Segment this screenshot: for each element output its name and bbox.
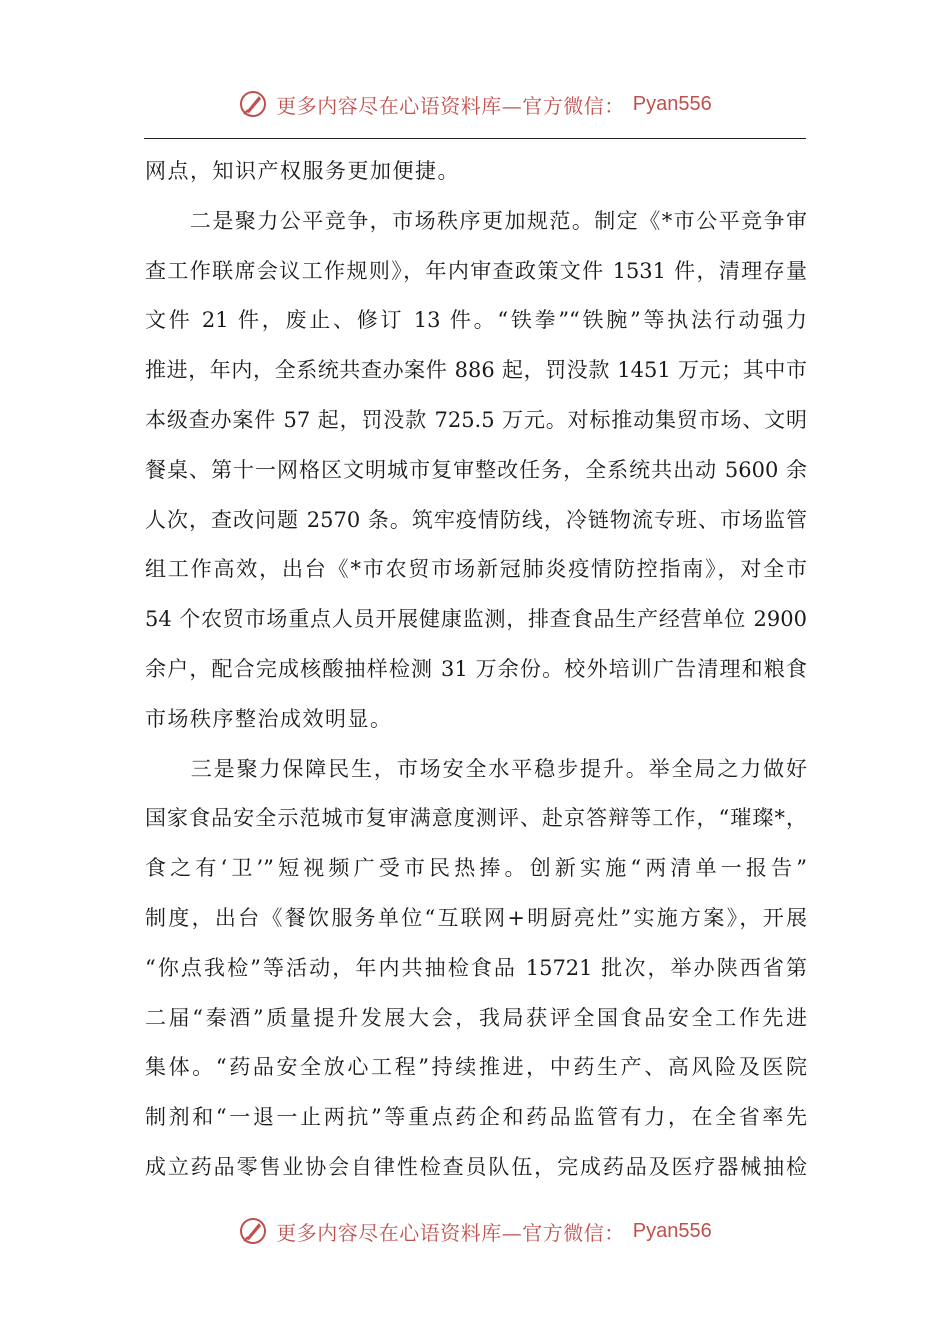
text-line: 54 个农贸市场重点人员开展健康监测，排查食品生产经营单位 2900	[145, 607, 807, 632]
text-line: 成立药品零售业协会自律性检查员队伍，完成药品及医疗器械抽检	[145, 1154, 807, 1179]
footer-watermark	[0, 1211, 950, 1251]
text-line: 二是聚力公平竞争，市场秩序更加规范。制定《*市公平竞争审	[145, 208, 807, 233]
text-line: 制度，出台《餐饮服务单位“互联网+明厨亮灶”实施方案》，开展	[145, 905, 807, 930]
quill-logo-icon	[238, 1216, 268, 1246]
text-line: 余户，配合完成核酸抽样检测 31 万余份。校外培训广告清理和粮食	[145, 656, 807, 681]
watermark-wechat-id: Pyan556	[632, 92, 712, 115]
text-line: 推进，年内，全系统共查办案件 886 起，罚没款 1451 万元；其中市	[145, 358, 807, 383]
text-line: 食之有‘卫’”短视频广受市民热捧。创新实施“两清单一报告”	[145, 856, 807, 881]
text-line: 本级查办案件 57 起，罚没款 725.5 万元。对标推动集贸市场、文明	[145, 407, 807, 432]
document-body	[145, 147, 807, 1193]
text-line: 网点，知识产权服务更加便捷。	[145, 159, 460, 183]
text-line: 二届“秦酒”质量提升发展大会，我局获评全国食品安全工作先进	[145, 1005, 807, 1030]
header-divider	[144, 138, 806, 139]
watermark-text: 更多内容尽在心语资料库—官方微信：	[276, 93, 625, 118]
text-line: 集体。“药品安全放心工程”持续推进，中药生产、高风险及医院	[145, 1055, 807, 1080]
watermark-wechat-id: Pyan556	[632, 1219, 712, 1242]
text-line: 文件 21 件，废止、修订 13 件。“铁拳”“铁腕”等执法行动强力	[145, 308, 807, 333]
text-line: 餐桌、第十一网格区文明城市复审整改任务，全系统共出动 5600 余	[145, 457, 807, 482]
text-line: 制剂和“一退一止两抗”等重点药企和药品监管有力，在全省率先	[145, 1105, 807, 1130]
text-line: 市场秩序整治成效明显。	[145, 706, 393, 731]
text-line: “你点我检”等活动，年内共抽检食品 15721 批次，举办陕西省第	[145, 955, 807, 980]
header-watermark	[0, 84, 950, 124]
quill-logo-icon	[238, 89, 268, 119]
text-line: 人次，查改问题 2570 条。筑牢疫情防线，冷链物流专班、市场监管	[145, 507, 807, 532]
text-line: 组工作高效，出台《*市农贸市场新冠肺炎疫情防控指南》，对全市	[145, 557, 807, 582]
text-line: 查工作联席会议工作规则》，年内审查政策文件 1531 件，清理存量	[145, 258, 807, 283]
watermark-text: 更多内容尽在心语资料库—官方微信：	[276, 1220, 625, 1245]
text-line: 国家食品安全示范城市复审满意度测评、赴京答辩等工作，“璀璨*，	[145, 806, 807, 831]
text-line: 三是聚力保障民生，市场安全水平稳步提升。举全局之力做好	[145, 756, 807, 781]
